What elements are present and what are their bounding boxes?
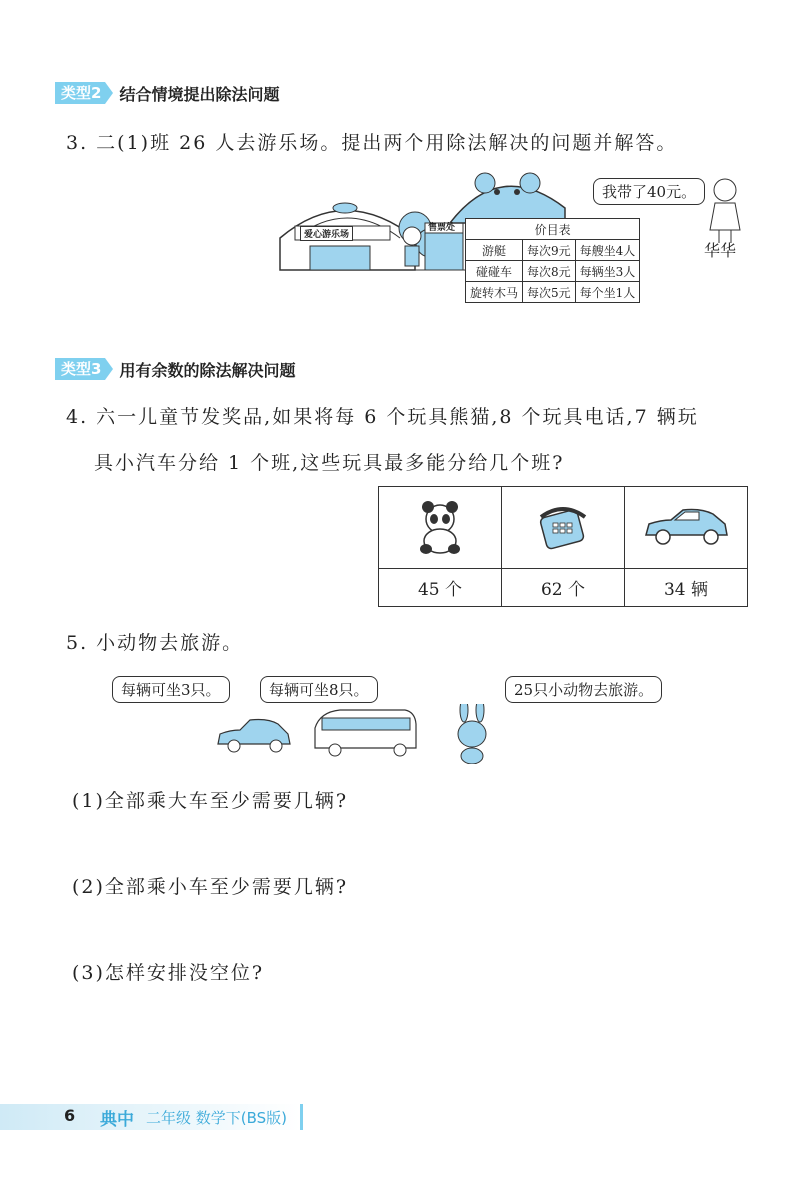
table-row	[466, 261, 640, 282]
speech-bubble-money: 我带了40元。	[593, 178, 705, 205]
table-cell: 每个坐1人	[575, 282, 640, 303]
question-4-line1: 4. 六一儿童节发奖品,如果将每 6 个玩具熊猫,8 个玩具电话,7 辆玩	[66, 406, 699, 428]
speech-bubble-big-car: 每辆可坐8只。	[260, 676, 378, 703]
ticket-booth-sign: 售票处	[428, 223, 456, 233]
table-cell: 每艘坐4人	[575, 240, 640, 261]
tag-arrow	[105, 358, 113, 380]
table-cell: 每辆坐3人	[575, 261, 640, 282]
panda-cell	[379, 487, 502, 569]
price-table-title: 价目表	[466, 219, 640, 240]
section-tag-type2	[55, 82, 279, 104]
toy-count-table	[378, 486, 748, 607]
question-3-text: 3. 二(1)班 26 人去游乐场。提出两个用除法解决的问题并解答。	[66, 132, 678, 154]
table-cell: 游艇	[466, 240, 523, 261]
section-title: 结合情境提出除法问题	[119, 84, 280, 104]
brand-logo: 典中	[100, 1110, 134, 1130]
section-title: 用有余数的除法解决问题	[119, 360, 296, 380]
car-cell	[625, 487, 748, 569]
table-row	[466, 240, 640, 261]
page-number: 6	[64, 1106, 76, 1125]
footer-divider	[300, 1104, 303, 1130]
panda-count: 45 个	[379, 569, 502, 607]
table-row	[466, 282, 640, 303]
table-cell: 每次9元	[523, 240, 576, 261]
tag-label: 类型3	[55, 358, 105, 380]
car-count: 34 辆	[625, 569, 748, 607]
toy-car-icon	[641, 500, 731, 550]
table-cell: 每次5元	[523, 282, 576, 303]
book-title: 二年级 数学下(BS版)	[146, 1109, 288, 1127]
table-cell: 碰碰车	[466, 261, 523, 282]
question-5-sub3: (3)怎样安排没空位?	[72, 962, 265, 984]
vehicles-illustration	[210, 704, 530, 764]
table-cell: 旋转木马	[466, 282, 523, 303]
phone-count: 62 个	[502, 569, 625, 607]
question-5-sub2: (2)全部乘小车至少需要几辆?	[72, 876, 349, 898]
panda-icon	[410, 495, 470, 555]
price-table	[465, 218, 640, 303]
phone-cell	[502, 487, 625, 569]
park-sign: 爱心游乐场	[300, 226, 353, 241]
tag-arrow	[105, 82, 113, 104]
character-name: 华华	[704, 241, 737, 260]
tag-label: 类型2	[55, 82, 105, 104]
question-4-line2: 具小汽车分给 1 个班,这些玩具最多能分给几个班?	[94, 452, 565, 474]
question-5-text: 5. 小动物去旅游。	[66, 632, 244, 654]
table-cell: 每次8元	[523, 261, 576, 282]
speech-bubble-small-car: 每辆可坐3只。	[112, 676, 230, 703]
speech-bubble-rabbit: 25只小动物去旅游。	[505, 676, 662, 703]
toy-phone-icon	[533, 495, 593, 555]
question-5-sub1: (1)全部乘大车至少需要几辆?	[72, 790, 349, 812]
section-tag-type3	[55, 358, 295, 380]
